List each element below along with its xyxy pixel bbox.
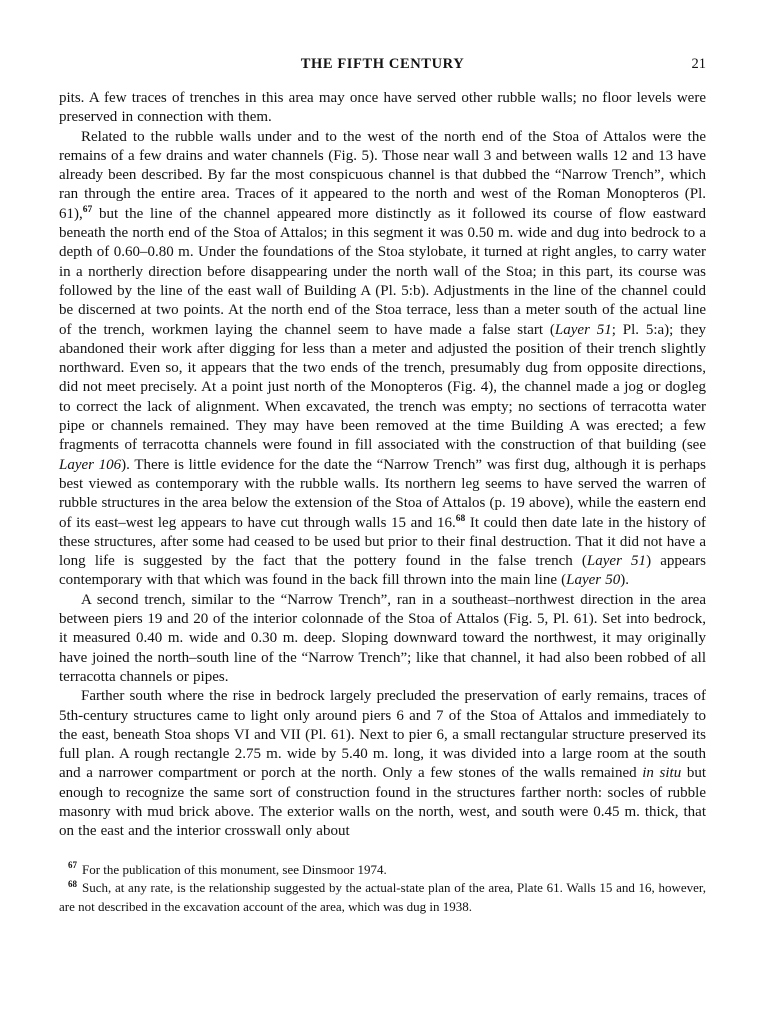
body-paragraph: pits. A few traces of trenches in this area may once have served other rubble walls; no floor levels were preserved in connection with them. [59, 90, 706, 126]
italic-text: Layer 51 [586, 553, 647, 570]
page-number: 21 [691, 56, 706, 72]
body-paragraph: A second trench, similar to the “Narrow Trench”, ran in a southeast–northwest direction in the area between piers 19 and 20 of the interior colonnade of the Stoa of Attalos (Fig. 5, Pl. 61). Set into bedrock, it measured 0.40 m. wide and 0.30 m. deep. Sloping downward toward the northwest, it may originally have joined the north–south line of the “Narrow Trench”; like that channel, it had also been robbed of all terracotta channels or pipes. [59, 591, 706, 685]
running-head [59, 55, 706, 73]
running-head-title: THE FIFTH CENTURY [300, 56, 465, 72]
body-paragraph: Farther south where the rise in bedrock largely precluded the preservation of early remains, traces of 5th-century structures came to light only around piers 6 and 7 of the Stoa of Attalos and immediately to the east, beneath Stoa shops VI and VII (Pl. 61). Next to pier 6, a small rectangular structure preserved its full plan. A rough rectangle 2.75 m. wide by 5.40 m. long, it was divided into a large room at the south and a narrower compartment or porch at the north. Only a few stones of the walls remained in situ but enough to recognize the same sort of construction found in the structures farther north: socles of rubble masonry with mud brick above. The exterior walls on the north, west, and south were 0.45 m. thick, that on the east and the interior crosswall only about [59, 688, 706, 840]
body-text [59, 89, 706, 842]
body-paragraph: Related to the rubble walls under and to the west of the north end of the Stoa of Attalos were the remains of a few drains and water channels (Fig. 5). Those near wall 3 and between walls 12 and 13 have already been described. By far the most conspicuous channel is that dubbed the “Narrow Trench”, which ran through the entire area. Traces of it appeared to the north and west of the Roman Monopteros (Pl. 61),$^{67}$ but the line of the channel appeared more distinctly as it followed its course of flow eastward beneath the north end of the Stoa of Attalos; in this segment it was 0.50 m. wide and dug into bedrock to a depth of 0.60–0.80 m. Under the foundations of the Stoa stylobate, it turned at right angles, to carry water in a northerly direction before disappearing under the north wall of the Stoa; in this part, its course was followed by the line of the east wall of Building A (Pl. 5:b). Adjustments in the line of the channel could be discerned at two points. At the north end of the Stoa terrace, less than a meter south of the actual line of the trench, workmen laying the channel seem to have made a false start (Layer 51; Pl. 5:a); they abandoned their work after digging for less than a meter and adjusted the position of their trench slightly northward. Even so, it appears that the two ends of the trench, presumably dug from opposite directions, did not meet precisely. At a point just north of the Monopteros (Fig. 4), the channel made a jog or dogleg to correct the lack of alignment. When excavated, the trench was empty; no sections of terracotta water pipe or channels remained. They may have been removed at the time Building A was erected; a few fragments of terracotta channels were found in fill associated with the construction of that building (see Layer 106). There is little evidence for the date the “Narrow Trench” was first dug, although it is perhaps best viewed as contemporary with the rubble walls. Its northern leg seems to have served the warren of rubble structures in the area below the extension of the Stoa of Attalos (p. 19 above), while the eastern end of its east–west leg appears to have cut through walls 15 and 16.68 It could then date late in the history of these structures, after some had ceased to be used but prior to their final destruction. That it did not have a long life is suggested by the fact that the pottery found in the false trench (Layer 51) appears contemporary with that which was found in the back fill thrown into the main line (Layer 50). [59, 128, 707, 589]
footnote-reference: 68 [455, 513, 466, 524]
footnotes [59, 861, 706, 917]
footnote: $^{68}$ Such, at any rate, is the relationship suggested by the actual-state plan of the area, Plate 61. Walls 15 and 16, however, are not described in the excavation account of the area, which was dug in 1938. [59, 879, 706, 915]
text-block [59, 55, 706, 917]
footnote-reference: 67 [82, 204, 93, 215]
footnote-marker: 67 [68, 860, 77, 871]
footnote-marker: 68 [68, 879, 77, 890]
italic-text: Layer 106 [59, 456, 122, 473]
footnote: $^{67}$ For the publication of this monument, see Dinsmoor 1974. [68, 860, 387, 877]
italic-text: Layer 50 [566, 572, 621, 589]
italic-text: in situ [642, 765, 682, 782]
italic-text: Layer 51 [554, 321, 612, 338]
